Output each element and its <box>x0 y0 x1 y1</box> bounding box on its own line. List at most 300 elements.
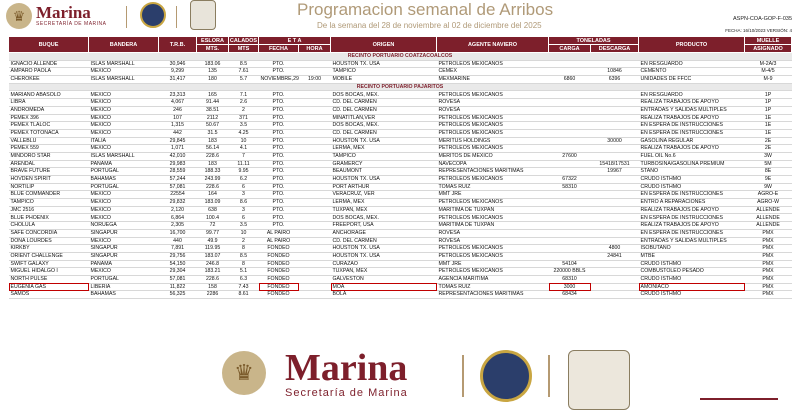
table-cell: 15418/17531 <box>591 160 639 168</box>
table-cell: 9E <box>745 176 792 184</box>
table-cell <box>299 275 331 283</box>
table-cell <box>591 199 639 207</box>
table-cell: ISLAS MARSHALL <box>89 76 159 84</box>
table-cell: PMX <box>745 291 792 299</box>
col-eslora-unit: MTS. <box>197 45 229 53</box>
table-cell: 8.61 <box>229 291 259 299</box>
table-cell: PTO. <box>259 68 299 76</box>
table-cell <box>299 229 331 237</box>
table-cell: 1E <box>745 129 792 137</box>
table-row <box>9 214 792 222</box>
table-cell: PEMEX 559 <box>9 145 89 153</box>
table-cell: 8E <box>745 168 792 176</box>
table-row <box>9 99 792 107</box>
table-cell: MMT JRE <box>437 260 549 268</box>
table-cell <box>591 214 639 222</box>
table-cell: 246 <box>159 106 197 114</box>
section-pajaritos: RECINTO PORTUARIO PAJARITOS <box>9 83 792 91</box>
table-cell <box>591 129 639 137</box>
table-cell: FUEL OIL No.6 <box>639 152 745 160</box>
table-cell: 29,983 <box>159 160 197 168</box>
table-cell: FONDEO <box>259 275 299 283</box>
footer-eagle-emblem-icon: ♛ <box>222 351 266 395</box>
table-cell: BAHAMAS <box>89 291 159 299</box>
table-row <box>9 222 792 230</box>
table-cell: 67322 <box>549 176 591 184</box>
table-row <box>9 60 792 68</box>
table-cell: 183.07 <box>197 252 229 260</box>
table-cell: KIRKBY <box>9 245 89 253</box>
table-cell <box>549 129 591 137</box>
table-cell: ENTRADAS Y SALIDAS MULTIPLES <box>639 106 745 114</box>
arrivals-table <box>8 36 792 299</box>
table-cell <box>299 283 331 291</box>
table-cell: TOMAS RUIZ <box>437 183 549 191</box>
marina-logo <box>6 3 106 29</box>
page-title: Programacion semanal de Arribos <box>297 0 554 19</box>
table-cell <box>299 68 331 76</box>
table-cell: CD. DEL CARMEN <box>331 99 437 107</box>
table-cell: ROVESA <box>437 229 549 237</box>
footer-port-emblem-icon <box>568 350 630 410</box>
table-cell <box>549 91 591 99</box>
table-cell <box>591 145 639 153</box>
table-cell: 1P <box>745 106 792 114</box>
table-cell: PTO. <box>259 129 299 137</box>
table-cell: MEXICO <box>89 191 159 199</box>
table-cell <box>591 222 639 230</box>
table-cell: 5.7 <box>229 76 259 84</box>
eagle-emblem-icon: ♛ <box>6 3 32 29</box>
table-cell: BRAVE FUTURE <box>9 168 89 176</box>
table-cell: ISLAS MARSHALL <box>89 60 159 68</box>
table-cell <box>299 206 331 214</box>
table-cell: MTBE <box>639 252 745 260</box>
table-cell: 183.21 <box>197 268 229 276</box>
table-cell <box>299 260 331 268</box>
table-cell: CD. DEL CARMEN <box>331 106 437 114</box>
table-cell <box>549 214 591 222</box>
table-cell: 58310 <box>549 183 591 191</box>
table-cell <box>299 145 331 153</box>
col-carga: CARGA <box>549 45 591 53</box>
table-cell: 228.6 <box>197 152 229 160</box>
table-cell: PTO. <box>259 106 299 114</box>
table-cell: PMX <box>745 268 792 276</box>
table-cell: PETROLEOS MEXICANOS <box>437 60 549 68</box>
table-cell: MEXICO <box>89 99 159 107</box>
table-cell: HOUSTON TX. USA <box>331 137 437 145</box>
table-cell: MEXICO <box>89 114 159 122</box>
table-cell: 440 <box>159 237 197 245</box>
table-cell: M-4/5 <box>745 68 792 76</box>
table-cell <box>299 106 331 114</box>
table-cell <box>299 191 331 199</box>
table-cell: CD. DEL CARMEN <box>331 237 437 245</box>
table-cell: MOBILE <box>331 76 437 84</box>
col-toneladas: TONELADAS <box>549 37 639 45</box>
table-cell <box>591 206 639 214</box>
table-cell: 9.95 <box>229 168 259 176</box>
table-cell: 57,244 <box>159 176 197 184</box>
table-cell: 220000 BBLS <box>549 268 591 276</box>
table-cell: MARIANO ABASOLO <box>9 91 89 99</box>
table-cell: MINDORO STAR <box>9 152 89 160</box>
table-cell: PORTUGAL <box>89 168 159 176</box>
table-cell: PETROLEOS MEXICANOS <box>437 199 549 207</box>
port-emblem-icon <box>190 0 216 30</box>
table-cell: BOLA <box>331 291 437 299</box>
table-cell: M-9 <box>745 76 792 84</box>
table-cell: 4,067 <box>159 99 197 107</box>
table-cell <box>591 268 639 276</box>
col-bandera: BANDERA <box>89 37 159 53</box>
table-cell: ANCHORAGE <box>331 229 437 237</box>
table-cell: 3 <box>229 206 259 214</box>
table-row <box>9 137 792 145</box>
table-cell: PMX <box>745 283 792 291</box>
table-cell: 246.8 <box>197 260 229 268</box>
table-cell: 10 <box>229 137 259 145</box>
table-cell: AL PAIRO <box>259 237 299 245</box>
table-cell: LERMA, MEX <box>331 145 437 153</box>
table-cell <box>549 229 591 237</box>
table-cell <box>549 252 591 260</box>
table-cell: GASOLINA REGULAR <box>639 137 745 145</box>
table-cell <box>299 199 331 207</box>
divider <box>126 6 127 28</box>
table-cell: 19967 <box>591 168 639 176</box>
table-cell: 4800 <box>591 245 639 253</box>
table-cell: PEMEX TOTONACA <box>9 129 89 137</box>
table-cell: REALIZA TRABAJOS DE APOYO <box>639 145 745 153</box>
table-cell: 56.14 <box>197 145 229 153</box>
brand-subtitle: SECRETARÍA DE MARINA <box>36 21 107 27</box>
table-cell: TAMPICO <box>9 199 89 207</box>
document-code: ASPN-COA-GOP-F-035 <box>733 16 792 22</box>
table-cell: 6,864 <box>159 214 197 222</box>
table-cell: 7.61 <box>229 68 259 76</box>
table-cell: 9,299 <box>159 68 197 76</box>
table-cell: 30000 <box>591 137 639 145</box>
table-cell: PMX <box>745 245 792 253</box>
table-cell: TURBOSINA/GASOLINA PREMIUM <box>639 160 745 168</box>
table-cell: 30,946 <box>159 60 197 68</box>
table-cell: PETROLEOS MEXICANOS <box>437 268 549 276</box>
table-cell: MEXICO <box>89 268 159 276</box>
table-cell <box>591 237 639 245</box>
col-trb: T.R.B. <box>159 37 197 53</box>
table-cell: 3000 <box>549 283 591 291</box>
table-cell: 8 <box>229 245 259 253</box>
table-cell: 27600 <box>549 152 591 160</box>
table-cell <box>549 99 591 107</box>
table-cell: HOUSTON TX. USA <box>331 245 437 253</box>
table-cell <box>299 291 331 299</box>
table-cell: LIBRA <box>9 99 89 107</box>
table-cell: PETROLEOS MEXICANOS <box>437 122 549 130</box>
table-cell: 38.51 <box>197 106 229 114</box>
table-cell: 1,315 <box>159 122 197 130</box>
table-cell: 1P <box>745 91 792 99</box>
table-cell: ANDROMEDA <box>9 106 89 114</box>
table-cell: PORTUGAL <box>89 275 159 283</box>
table-cell: 2E <box>745 145 792 153</box>
table-cell: SINGAPUR <box>89 229 159 237</box>
page-subtitle: De la semana del 28 de noviembre al 02 de diciembre del 2025 <box>317 21 542 30</box>
table-cell <box>591 60 639 68</box>
table-cell: 119.95 <box>197 245 229 253</box>
table-cell: PTO. <box>259 114 299 122</box>
table-cell <box>299 237 331 245</box>
naval-seal-icon <box>140 2 166 28</box>
table-cell <box>591 99 639 107</box>
table-cell: SINGAPUR <box>89 245 159 253</box>
table-cell: EN RESGUARDO <box>639 60 745 68</box>
section-coatzacoalcos: RECINTO PORTUARIO COATZACOALCOS <box>9 53 792 61</box>
table-cell: PORTUGAL <box>89 183 159 191</box>
table-cell: NORUEGA <box>89 222 159 230</box>
table-cell: ROVESA <box>437 237 549 245</box>
table-row <box>9 237 792 245</box>
table-cell: CHOLULA <box>9 222 89 230</box>
table-cell: 371 <box>229 114 259 122</box>
table-cell: 31,417 <box>159 76 197 84</box>
table-cell: 91.44 <box>197 99 229 107</box>
table-cell: MERITOS DE MEXICO <box>437 152 549 160</box>
table-cell <box>299 245 331 253</box>
table-cell: BLUE COMMANDER <box>9 191 89 199</box>
table-cell: 183.06 <box>197 60 229 68</box>
col-fecha: FECHA <box>259 45 299 53</box>
table-cell <box>549 237 591 245</box>
table-row <box>9 206 792 214</box>
table-cell: VALLEBLU <box>9 137 89 145</box>
table-cell <box>591 183 639 191</box>
table-cell: PETROLEOS MEXICANOS <box>437 129 549 137</box>
table-cell: CEMEX <box>437 68 549 76</box>
table-cell: PTO. <box>259 99 299 107</box>
table-cell: 57,081 <box>159 275 197 283</box>
table-cell: COMBUSTOLEO PESADO <box>639 268 745 276</box>
table-cell: 7.1 <box>229 91 259 99</box>
table-cell: PTO. <box>259 91 299 99</box>
table-cell: FONDEO <box>259 291 299 299</box>
table-cell: MEXICO <box>89 145 159 153</box>
brand-name: Marina <box>36 3 91 22</box>
table-cell: FONDEO <box>259 252 299 260</box>
table-cell: DOS BOCAS, MEX. <box>331 214 437 222</box>
table-cell: 7 <box>229 152 259 160</box>
table-cell <box>299 214 331 222</box>
table-cell: AMPARO PAOLA <box>9 68 89 76</box>
table-cell: 3 <box>229 191 259 199</box>
table-cell: PANAMA <box>89 260 159 268</box>
table-cell: 107 <box>159 114 197 122</box>
table-cell: 99.77 <box>197 229 229 237</box>
table-row <box>9 268 792 276</box>
table-cell: ROVESA <box>437 106 549 114</box>
table-cell: REALIZA TRABAJOS DE APOYO <box>639 114 745 122</box>
table-cell <box>299 152 331 160</box>
table-cell: MARITIMA DE TUXPAN <box>437 222 549 230</box>
table-cell: 3.5 <box>229 222 259 230</box>
table-cell: ARENDAL <box>9 160 89 168</box>
table-row <box>9 68 792 76</box>
table-cell <box>549 68 591 76</box>
table-cell <box>299 160 331 168</box>
table-cell: MOA <box>331 283 437 291</box>
table-row <box>9 152 792 160</box>
table-cell: HOUSTON TX. USA <box>331 60 437 68</box>
divider <box>176 6 177 28</box>
table-cell: 6396 <box>591 76 639 84</box>
table-cell: 3W <box>745 152 792 160</box>
table-cell: MEXICO <box>89 199 159 207</box>
table-cell: 164 <box>197 191 229 199</box>
table-cell: TAMPICO <box>331 152 437 160</box>
table-cell: EN ESPERA DE INSTRUCCIONES <box>639 122 745 130</box>
table-cell: 2,305 <box>159 222 197 230</box>
table-cell: PEMEX 396 <box>9 114 89 122</box>
table-cell <box>549 206 591 214</box>
table-cell: 6.2 <box>229 176 259 184</box>
table-row <box>9 291 792 299</box>
table-cell: 49.9 <box>197 237 229 245</box>
table-cell: STANO <box>639 168 745 176</box>
table-cell: LIBERIA <box>89 283 159 291</box>
table-cell: REALIZA TRABAJOS DE APOYO <box>639 222 745 230</box>
col-eslora: ESLORA <box>197 37 229 45</box>
table-cell: 183.09 <box>197 199 229 207</box>
table-cell: EUGENIA GAS <box>9 283 89 291</box>
table-cell: 8.5 <box>229 252 259 260</box>
table-cell: 42,010 <box>159 152 197 160</box>
table-cell <box>591 176 639 184</box>
table-cell: 2112 <box>197 114 229 122</box>
table-cell: 4.1 <box>229 145 259 153</box>
table-cell: ITALIA <box>89 137 159 145</box>
table-cell: FREEPORT, USA <box>331 222 437 230</box>
table-cell: PMX <box>745 237 792 245</box>
table-cell: 24841 <box>591 252 639 260</box>
table-cell: 2E <box>745 137 792 145</box>
table-cell: 2,120 <box>159 206 197 214</box>
table-cell: 19:00 <box>299 76 331 84</box>
table-cell: 29,832 <box>159 199 197 207</box>
table-cell <box>549 191 591 199</box>
table-cell: CRUDO ISTHMO <box>639 260 745 268</box>
table-cell: PETROLEOS MEXICANOS <box>437 114 549 122</box>
table-cell <box>299 114 331 122</box>
table-cell: CRUDO ISTHMO <box>639 291 745 299</box>
table-cell: 68434 <box>549 291 591 299</box>
table-cell: PETROLEOS MEXICANOS <box>437 145 549 153</box>
table-cell: 100.4 <box>197 214 229 222</box>
table-cell: PETROLEOS MEXICANOS <box>437 91 549 99</box>
table-cell: 2 <box>229 237 259 245</box>
table-cell: HOVDEN SPIRIT <box>9 176 89 184</box>
table-cell: DOÑA LOURDES <box>9 237 89 245</box>
table-row <box>9 122 792 130</box>
table-cell: NORTILIP <box>9 183 89 191</box>
table-cell: 50.67 <box>197 122 229 130</box>
table-cell: DOS BOCAS, MEX. <box>331 91 437 99</box>
table-cell: PETROLEOS MEXICANOS <box>437 214 549 222</box>
table-cell: PETROLEOS MEXICANOS <box>437 252 549 260</box>
table-cell: EN ESPERA DE INSTRUCCIONES <box>639 129 745 137</box>
table-cell: CEMENTO <box>639 68 745 76</box>
table-cell <box>299 176 331 184</box>
table-cell: 68310 <box>549 275 591 283</box>
table-cell: 11.11 <box>229 160 259 168</box>
table-cell: EN RESGUARDO <box>639 91 745 99</box>
table-cell: MINATITLAN,VER <box>331 114 437 122</box>
table-row <box>9 183 792 191</box>
table-row <box>9 91 792 99</box>
table-cell: 183 <box>197 160 229 168</box>
table-cell: ENTRO A REPARACIONES <box>639 199 745 207</box>
footer-naval-seal-icon <box>480 350 532 402</box>
table-cell: VERACRUZ, VER <box>331 191 437 199</box>
col-muelle-asignado: ASIGNADO <box>745 45 792 53</box>
table-cell: 54104 <box>549 260 591 268</box>
table-cell: NORTH PULSE <box>9 275 89 283</box>
table-cell: 6860 <box>549 76 591 84</box>
table-cell: 6 <box>229 214 259 222</box>
table-cell: 10 <box>229 229 259 237</box>
table-cell <box>299 99 331 107</box>
table-cell: FONDEO <box>259 268 299 276</box>
table-cell: REPRESENTACIONES MARITIMAS <box>437 291 549 299</box>
footer-brand <box>285 349 408 399</box>
table-cell: PETROLEOS MEXICANOS <box>437 176 549 184</box>
table-cell: PTO. <box>259 191 299 199</box>
table-cell: SINGAPUR <box>89 252 159 260</box>
table-cell: 7.43 <box>229 283 259 291</box>
col-origen: ORIGEN <box>331 37 437 53</box>
table-cell: M-2A/3 <box>745 60 792 68</box>
table-cell <box>299 222 331 230</box>
table-cell: ENTRADAS Y SALIDAS MULTIPLES <box>639 237 745 245</box>
table-cell: 2286 <box>197 291 229 299</box>
table-cell: PTO. <box>259 222 299 230</box>
table-cell: 5.1 <box>229 268 259 276</box>
col-hora: HORA <box>299 45 331 53</box>
table-cell: FONDEO <box>259 245 299 253</box>
table-row <box>9 229 792 237</box>
table-cell: 22554 <box>159 191 197 199</box>
table-row <box>9 275 792 283</box>
table-cell: PTO. <box>259 183 299 191</box>
table-cell <box>549 145 591 153</box>
table-row <box>9 114 792 122</box>
table-cell: PEMEX TLALOC <box>9 122 89 130</box>
table-cell: AGRO-E <box>745 191 792 199</box>
table-cell: PTO. <box>259 206 299 214</box>
table-cell <box>591 229 639 237</box>
table-cell: CRUDO ISTHMO <box>639 183 745 191</box>
table-cell <box>591 283 639 291</box>
col-buque: BUQUE <box>9 37 89 53</box>
table-cell <box>591 291 639 299</box>
table-cell: GALVESTON <box>331 275 437 283</box>
table-cell: 243.99 <box>197 176 229 184</box>
table-cell: MEXICO <box>89 122 159 130</box>
table-cell: FONDEO <box>259 260 299 268</box>
table-cell <box>591 260 639 268</box>
table-cell: 31.5 <box>197 129 229 137</box>
